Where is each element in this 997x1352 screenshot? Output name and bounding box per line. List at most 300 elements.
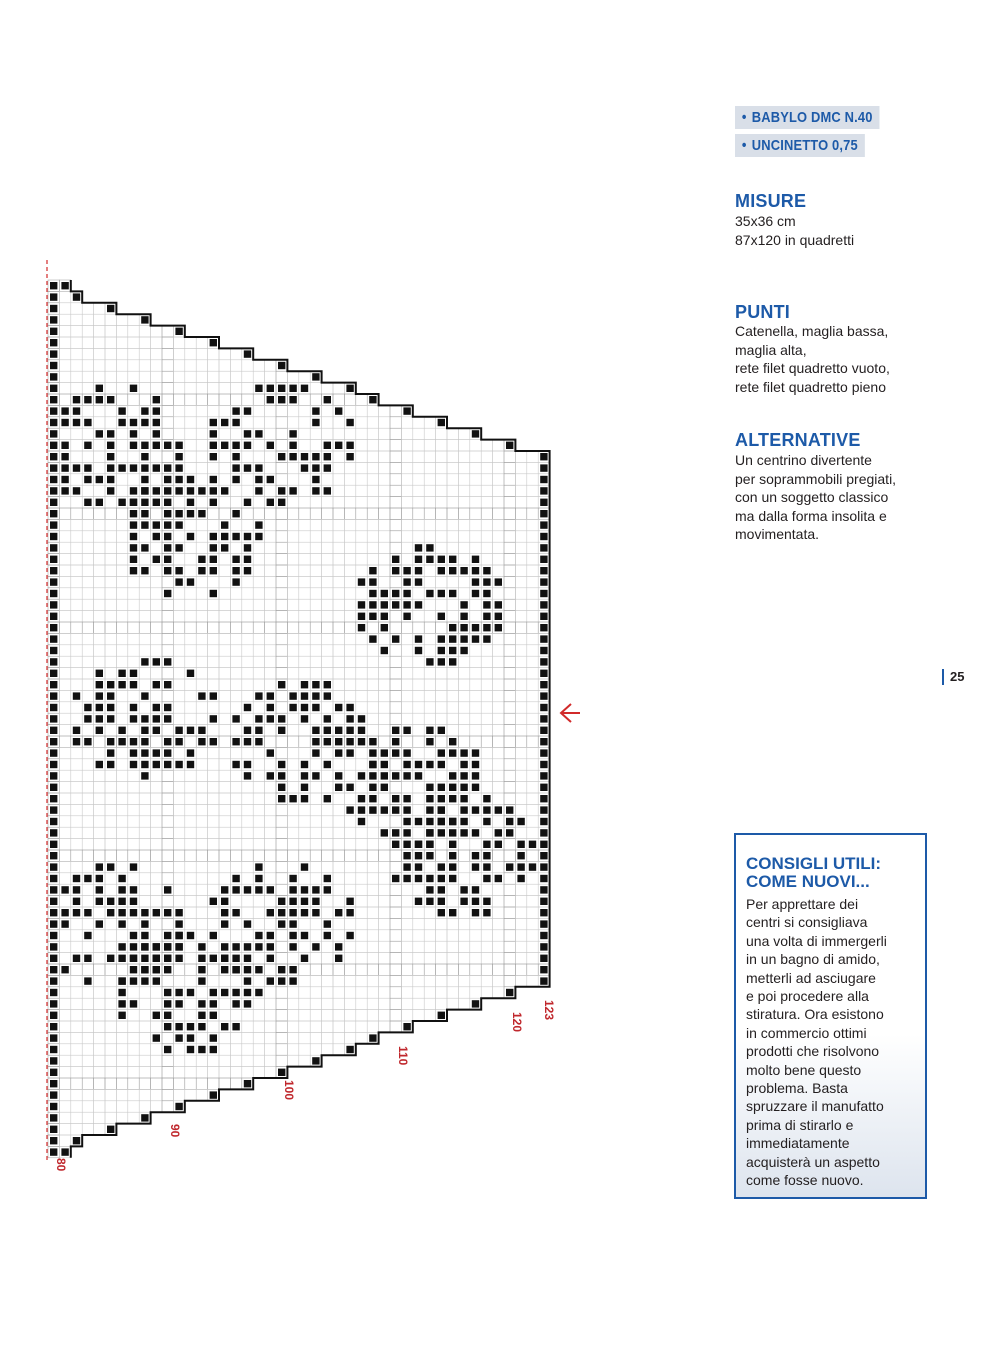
- filled-square: [153, 521, 160, 528]
- grid-cell: [128, 576, 139, 587]
- grid-cell: [504, 930, 515, 941]
- filled-square: [289, 692, 296, 699]
- grid-cell: [276, 519, 287, 530]
- filled-square: [438, 795, 445, 802]
- filled-square: [130, 681, 137, 688]
- grid-cell: [253, 633, 264, 644]
- grid-cell: [356, 861, 367, 872]
- grid-cell: [59, 633, 70, 644]
- filled-square: [278, 362, 285, 369]
- grid-cell: [447, 930, 458, 941]
- grid-cell: [379, 964, 390, 975]
- grid-cell: [413, 827, 424, 838]
- filled-square: [61, 966, 68, 973]
- grid-cell: [162, 405, 173, 416]
- grid-cell: [458, 679, 469, 690]
- grid-cell: [242, 793, 253, 804]
- filled-square: [369, 1034, 376, 1041]
- grid-cell: [173, 839, 184, 850]
- grid-cell: [162, 782, 173, 793]
- filled-square: [73, 875, 80, 882]
- grid-cell: [447, 497, 458, 508]
- grid-cell: [173, 770, 184, 781]
- grid-cell: [253, 405, 264, 416]
- filled-square: [301, 761, 308, 768]
- filled-square: [198, 966, 205, 973]
- grid-cell: [116, 759, 127, 770]
- material-tag-hook: • UNCINETTO 0,75: [735, 134, 865, 157]
- filled-square: [244, 920, 251, 927]
- grid-cell: [424, 770, 435, 781]
- grid-cell: [493, 930, 504, 941]
- grid-cell: [504, 896, 515, 907]
- grid-cell: [379, 531, 390, 542]
- grid-cell: [527, 702, 538, 713]
- grid-cell: [390, 622, 401, 633]
- grid-cell: [470, 485, 481, 496]
- grid-cell: [493, 793, 504, 804]
- grid-cell: [253, 360, 264, 371]
- grid-cell: [265, 519, 276, 530]
- filled-square: [540, 806, 547, 813]
- filled-square: [221, 521, 228, 528]
- filled-square: [107, 464, 114, 471]
- grid-cell: [481, 759, 492, 770]
- grid-cell: [379, 451, 390, 462]
- filled-square: [96, 727, 103, 734]
- filled-square: [472, 863, 479, 870]
- grid-cell: [59, 656, 70, 667]
- grid-cell: [527, 485, 538, 496]
- filled-square: [301, 464, 308, 471]
- grid-cell: [413, 736, 424, 747]
- filled-square: [540, 932, 547, 939]
- grid-cell: [527, 531, 538, 542]
- filled-square: [346, 715, 353, 722]
- grid-cell: [71, 930, 82, 941]
- grid-cell: [413, 964, 424, 975]
- grid-cell: [344, 964, 355, 975]
- grid-cell: [151, 839, 162, 850]
- grid-cell: [59, 565, 70, 576]
- grid-cell: [265, 417, 276, 428]
- filled-square: [540, 590, 547, 597]
- filled-square: [107, 442, 114, 449]
- grid-cell: [59, 531, 70, 542]
- grid-cell: [208, 371, 219, 382]
- grid-cell: [105, 611, 116, 622]
- filled-square: [540, 943, 547, 950]
- grid-cell: [401, 462, 412, 473]
- grid-cell: [504, 770, 515, 781]
- grid-cell: [219, 462, 230, 473]
- grid-cell: [424, 679, 435, 690]
- grid-cell: [447, 451, 458, 462]
- filled-square: [495, 601, 502, 608]
- grid-cell: [356, 747, 367, 758]
- grid-cell: [219, 474, 230, 485]
- filled-square: [175, 510, 182, 517]
- grid-cell: [196, 816, 207, 827]
- filled-square: [96, 670, 103, 677]
- grid-cell: [173, 599, 184, 610]
- grid-cell: [379, 508, 390, 519]
- filled-square: [483, 852, 490, 859]
- grid-cell: [493, 987, 504, 998]
- grid-cell: [242, 1021, 253, 1032]
- filled-square: [312, 943, 319, 950]
- grid-cell: [390, 964, 401, 975]
- grid-cell: [82, 896, 93, 907]
- grid-cell: [265, 565, 276, 576]
- grid-cell: [367, 941, 378, 952]
- grid-cell: [173, 964, 184, 975]
- grid-cell: [276, 987, 287, 998]
- grid-cell: [287, 565, 298, 576]
- grid-cell: [151, 326, 162, 337]
- filled-square: [118, 670, 125, 677]
- filled-square: [244, 1080, 251, 1087]
- grid-cell: [265, 998, 276, 1009]
- grid-cell: [470, 918, 481, 929]
- grid-cell: [310, 656, 321, 667]
- grid-cell: [424, 576, 435, 587]
- grid-cell: [470, 531, 481, 542]
- filled-square: [369, 749, 376, 756]
- filled-square: [255, 738, 262, 745]
- filled-square: [289, 795, 296, 802]
- filled-square: [84, 909, 91, 916]
- filled-square: [301, 704, 308, 711]
- filled-square: [472, 578, 479, 585]
- filled-square: [392, 749, 399, 756]
- grid-cell: [253, 782, 264, 793]
- filled-square: [50, 1126, 57, 1133]
- grid-cell: [390, 884, 401, 895]
- grid-cell: [401, 679, 412, 690]
- grid-cell: [105, 668, 116, 679]
- filled-square: [403, 613, 410, 620]
- grid-cell: [59, 542, 70, 553]
- filled-square: [472, 886, 479, 893]
- grid-cell: [470, 964, 481, 975]
- filled-square: [164, 955, 171, 962]
- grid-cell: [287, 804, 298, 815]
- grid-cell: [59, 519, 70, 530]
- filled-square: [381, 749, 388, 756]
- filled-square: [141, 715, 148, 722]
- grid-cell: [253, 668, 264, 679]
- filled-square: [358, 795, 365, 802]
- grid-cell: [94, 633, 105, 644]
- filled-square: [289, 886, 296, 893]
- filled-square: [278, 715, 285, 722]
- filled-square: [244, 544, 251, 551]
- filled-square: [107, 738, 114, 745]
- grid-cell: [333, 497, 344, 508]
- grid-cell: [94, 770, 105, 781]
- grid-cell: [71, 576, 82, 587]
- grid-cell: [265, 405, 276, 416]
- grid-cell: [128, 1089, 139, 1100]
- grid-cell: [401, 485, 412, 496]
- grid-cell: [173, 371, 184, 382]
- grid-cell: [356, 656, 367, 667]
- grid-cell: [162, 417, 173, 428]
- grid-cell: [367, 451, 378, 462]
- filled-square: [130, 567, 137, 574]
- filled-square: [130, 442, 137, 449]
- grid-cell: [447, 531, 458, 542]
- filled-square: [346, 898, 353, 905]
- grid-cell: [493, 953, 504, 964]
- filled-square: [153, 533, 160, 540]
- grid-cell: [116, 656, 127, 667]
- grid-cell: [413, 930, 424, 941]
- grid-cell: [105, 337, 116, 348]
- filled-square: [210, 476, 217, 483]
- filled-square: [118, 875, 125, 882]
- filled-square: [267, 749, 274, 756]
- grid-cell: [116, 440, 127, 451]
- filled-square: [153, 1034, 160, 1041]
- grid-cell: [287, 576, 298, 587]
- grid-cell: [493, 474, 504, 485]
- filled-square: [438, 635, 445, 642]
- grid-cell: [413, 747, 424, 758]
- grid-cell: [493, 861, 504, 872]
- filled-square: [164, 464, 171, 471]
- filled-square: [175, 989, 182, 996]
- grid-cell: [105, 371, 116, 382]
- grid-cell: [59, 690, 70, 701]
- grid-cell: [344, 656, 355, 667]
- filled-square: [255, 932, 262, 939]
- grid-cell: [105, 1067, 116, 1078]
- grid-cell: [230, 645, 241, 656]
- grid-cell: [356, 645, 367, 656]
- grid-cell: [276, 690, 287, 701]
- filled-square: [438, 875, 445, 882]
- filled-square: [50, 442, 57, 449]
- grid-cell: [151, 383, 162, 394]
- filled-square: [153, 658, 160, 665]
- grid-cell: [219, 816, 230, 827]
- filled-square: [506, 829, 513, 836]
- grid-cell: [139, 873, 150, 884]
- filled-square: [187, 510, 194, 517]
- grid-cell: [128, 348, 139, 359]
- filled-square: [460, 829, 467, 836]
- grid-cell: [219, 1067, 230, 1078]
- filled-square: [153, 715, 160, 722]
- grid-cell: [219, 1055, 230, 1066]
- grid-cell: [356, 839, 367, 850]
- grid-cell: [493, 702, 504, 713]
- grid-cell: [493, 736, 504, 747]
- grid-cell: [299, 918, 310, 929]
- grid-cell: [367, 884, 378, 895]
- grid-cell: [82, 1101, 93, 1112]
- filled-square: [50, 784, 57, 791]
- filled-square: [232, 943, 239, 950]
- grid-cell: [470, 519, 481, 530]
- grid-cell: [515, 930, 526, 941]
- filled-square: [540, 670, 547, 677]
- grid-cell: [208, 759, 219, 770]
- grid-cell: [82, 679, 93, 690]
- grid-cell: [310, 394, 321, 405]
- filled-square: [50, 521, 57, 528]
- grid-cell: [493, 907, 504, 918]
- grid-cell: [424, 485, 435, 496]
- grid-cell: [151, 793, 162, 804]
- filled-square: [415, 578, 422, 585]
- filled-square: [483, 898, 490, 905]
- filled-square: [50, 567, 57, 574]
- grid-cell: [253, 679, 264, 690]
- grid-cell: [116, 1078, 127, 1089]
- grid-cell: [105, 839, 116, 850]
- filled-square: [460, 567, 467, 574]
- grid-cell: [151, 884, 162, 895]
- grid-cell: [242, 576, 253, 587]
- grid-cell: [458, 690, 469, 701]
- filled-square: [369, 806, 376, 813]
- filled-square: [301, 795, 308, 802]
- grid-cell: [470, 953, 481, 964]
- grid-cell: [128, 633, 139, 644]
- grid-cell: [379, 918, 390, 929]
- grid-cell: [139, 360, 150, 371]
- filled-square: [278, 396, 285, 403]
- filled-square: [312, 738, 319, 745]
- filled-square: [198, 1046, 205, 1053]
- filled-square: [289, 932, 296, 939]
- grid-cell: [493, 645, 504, 656]
- filled-square: [221, 909, 228, 916]
- filled-square: [301, 385, 308, 392]
- grid-cell: [287, 679, 298, 690]
- filled-square: [107, 430, 114, 437]
- grid-cell: [242, 656, 253, 667]
- grid-cell: [413, 725, 424, 736]
- filled-square: [175, 442, 182, 449]
- grid-cell: [219, 930, 230, 941]
- grid-cell: [287, 497, 298, 508]
- grid-cell: [196, 918, 207, 929]
- filled-square: [278, 909, 285, 916]
- grid-cell: [401, 656, 412, 667]
- grid-cell: [230, 690, 241, 701]
- grid-cell: [527, 747, 538, 758]
- grid-cell: [230, 588, 241, 599]
- filled-square: [141, 521, 148, 528]
- grid-cell: [493, 850, 504, 861]
- filled-square: [312, 692, 319, 699]
- grid-cell: [424, 918, 435, 929]
- grid-cell: [82, 839, 93, 850]
- grid-cell: [208, 770, 219, 781]
- grid-cell: [413, 941, 424, 952]
- grid-cell: [196, 1067, 207, 1078]
- filled-square: [403, 875, 410, 882]
- grid-cell: [447, 713, 458, 724]
- grid-cell: [287, 987, 298, 998]
- grid-cell: [424, 451, 435, 462]
- grid-cell: [436, 440, 447, 451]
- grid-cell: [527, 873, 538, 884]
- filled-square: [540, 556, 547, 563]
- grid-cell: [94, 405, 105, 416]
- grid-cell: [59, 759, 70, 770]
- filled-square: [210, 556, 217, 563]
- filled-square: [210, 989, 217, 996]
- grid-cell: [447, 896, 458, 907]
- grid-cell: [71, 383, 82, 394]
- filled-square: [96, 898, 103, 905]
- grid-cell: [458, 850, 469, 861]
- filled-square: [221, 544, 228, 551]
- grid-cell: [196, 337, 207, 348]
- grid-cell: [458, 428, 469, 439]
- filled-square: [232, 966, 239, 973]
- filled-square: [392, 590, 399, 597]
- grid-cell: [173, 861, 184, 872]
- grid-cell: [128, 451, 139, 462]
- grid-cell: [196, 839, 207, 850]
- grid-cell: [265, 1032, 276, 1043]
- grid-cell: [287, 861, 298, 872]
- filled-square: [50, 293, 57, 300]
- grid-cell: [299, 998, 310, 1009]
- grid-cell: [344, 485, 355, 496]
- filled-square: [426, 829, 433, 836]
- grid-cell: [515, 770, 526, 781]
- grid-cell: [276, 941, 287, 952]
- grid-cell: [94, 1044, 105, 1055]
- filled-square: [210, 419, 217, 426]
- grid-cell: [379, 1010, 390, 1021]
- filled-square: [403, 601, 410, 608]
- grid-cell: [424, 998, 435, 1009]
- filled-square: [221, 898, 228, 905]
- grid-cell: [344, 884, 355, 895]
- grid-cell: [470, 668, 481, 679]
- filled-square: [187, 1023, 194, 1030]
- filled-square: [118, 977, 125, 984]
- grid-cell: [219, 633, 230, 644]
- grid-cell: [344, 599, 355, 610]
- filled-square: [141, 932, 148, 939]
- grid-cell: [333, 394, 344, 405]
- grid-cell: [390, 576, 401, 587]
- grid-cell: [424, 508, 435, 519]
- filled-square: [50, 658, 57, 665]
- grid-cell: [59, 588, 70, 599]
- grid-cell: [299, 542, 310, 553]
- filled-square: [50, 1046, 57, 1053]
- filled-square: [278, 772, 285, 779]
- grid-cell: [71, 1021, 82, 1032]
- grid-cell: [265, 1055, 276, 1066]
- grid-cell: [379, 1021, 390, 1032]
- filled-square: [50, 909, 57, 916]
- filled-square: [381, 829, 388, 836]
- grid-cell: [219, 645, 230, 656]
- grid-cell: [527, 736, 538, 747]
- grid-cell: [105, 519, 116, 530]
